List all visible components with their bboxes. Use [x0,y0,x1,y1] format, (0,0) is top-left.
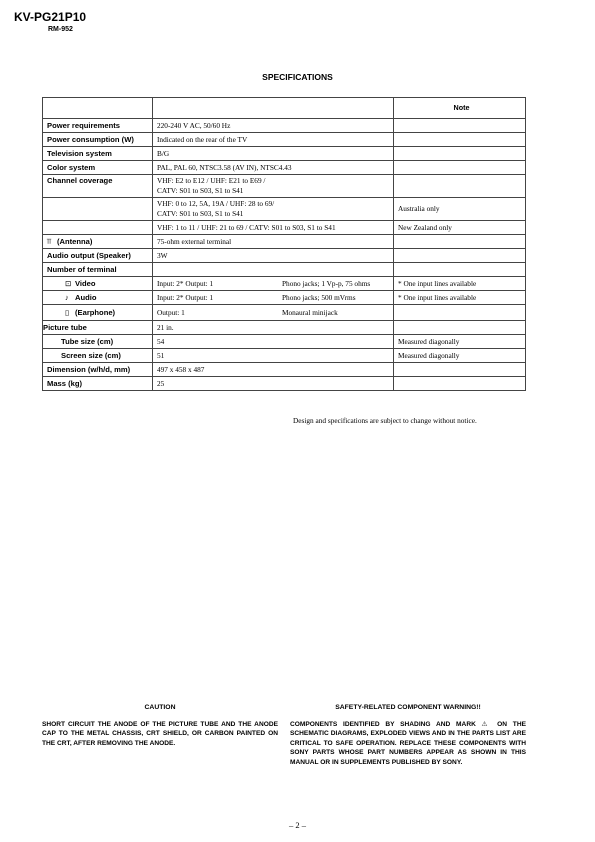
table-row [43,175,526,198]
table-row [43,147,526,161]
spec-note [394,321,526,335]
safety-warning-block [290,703,526,768]
spec-value-line: CATV: S01 to S03, S1 to S41 [157,209,244,218]
table-row [43,335,526,349]
spec-label [43,335,153,349]
spec-note: Australia only [394,198,526,221]
spec-value: 51 [153,349,394,363]
table-row [43,363,526,377]
table-row [43,221,526,235]
spec-value: Indicated on the rear of the TV [153,133,394,147]
table-header-row [43,98,526,119]
spec-label-text: Tube size (cm) [61,336,114,346]
spec-label: Picture tube [43,321,153,335]
spec-label: Channel coverage [43,175,153,198]
spec-label [43,235,153,249]
spec-note [394,363,526,377]
spec-note [394,305,526,321]
spec-label [43,291,153,305]
spec-label: Television system [43,147,153,161]
audio-note-icon: ♪ [65,292,69,302]
spec-note [394,235,526,249]
spec-value [153,175,394,198]
table-row [43,133,526,147]
spec-value [153,198,394,221]
warning-triangle-icon: ⚠ [481,720,492,728]
spec-label [43,349,153,363]
spec-value-a: Output: 1 [157,307,185,317]
spec-label: Power requirements [43,119,153,133]
spec-note [394,147,526,161]
page-number: – 2 – [289,820,306,830]
earphone-icon: ▯ [65,307,70,317]
spec-label [43,221,153,235]
spec-value-line: VHF: E2 to E12 / UHF: E21 to E69 / [157,176,266,185]
safety-warning-body [290,720,526,768]
spec-note: * One input lines available [394,291,526,305]
spec-value: PAL, PAL 60, NTSC3.58 (AV IN), NTSC4.43 [153,161,394,175]
spec-label: Audio output (Speaker) [43,249,153,263]
table-row [43,305,526,321]
spec-value [153,277,394,291]
video-input-icon: ⊡ [65,278,72,288]
spec-value [153,305,394,321]
table-row [43,198,526,221]
spec-value-b: Monaural minijack [282,307,338,317]
safety-warning-title: SAFETY-RELATED COMPONENT WARNING!! [335,704,481,711]
spec-note: Measured diagonally [394,335,526,349]
spec-value-a: Input: 2* Output: 1 [157,292,214,302]
header-empty-cell [153,98,394,119]
spec-label [43,277,153,291]
spec-label-text: Screen size (cm) [61,350,121,360]
spec-label-text: (Antenna) [57,236,93,246]
spec-value: VHF: 1 to 11 / UHF: 21 to 69 / CATV: S01 to S03, S1 to S41 [153,221,394,235]
table-row [43,161,526,175]
spec-value-line: VHF: 0 to 12, 5A, 19A / UHF: 28 to 69/ [157,199,275,208]
remote-model: RM-952 [48,26,73,33]
spec-value [153,263,394,277]
caution-title: CAUTION [144,704,176,711]
spec-value-b: Phono jacks; 500 mVrms [282,292,356,302]
antenna-icon: ⫪ [47,236,52,246]
page-title: SPECIFICATIONS [262,72,333,82]
spec-note: Measured diagonally [394,349,526,363]
spec-note [394,133,526,147]
spec-label: Dimension (w/h/d, mm) [43,363,153,377]
table-row [43,119,526,133]
spec-note [394,377,526,391]
table-row [43,277,526,291]
note-header: Note [394,98,526,119]
header-empty-cell [43,98,153,119]
spec-label [43,198,153,221]
specifications-table [42,97,526,391]
spec-value-a: Input: 2* Output: 1 [157,278,214,288]
spec-value-line: CATV: S01 to S03, S1 to S41 [157,186,244,195]
spec-note: * One input lines available [394,277,526,291]
spec-note [394,175,526,198]
spec-label: Mass (kg) [43,377,153,391]
spec-label [43,305,153,321]
table-row [43,249,526,263]
spec-value: 54 [153,335,394,349]
spec-label-text: Audio [75,292,97,302]
disclaimer-text: Design and specifications are subject to change without notice. [293,416,477,425]
spec-value: 220-240 V AC, 50/60 Hz [153,119,394,133]
spec-note [394,249,526,263]
spec-note [394,119,526,133]
table-row [43,349,526,363]
spec-label: Color system [43,161,153,175]
safety-warning-text: ON THE SCHEMATIC DIAGRAMS, EXPLODED VIEWS AND IN THE PARTS LIST ARE CRITICAL TO SAFE OPERATION. REPLACE THESE COMPONENTS WITH SONY PARTS WHOSE PART NUMBERS APPEAR AS SHOWN IN THIS MANUAL OR IN SUPPLEMENTS PUBLISHED BY SONY. [290,720,526,766]
spec-value: 75-ohm external terminal [153,235,394,249]
spec-value: 497 x 458 x 487 [153,363,394,377]
spec-label: Power consumption (W) [43,133,153,147]
caution-body: SHORT CIRCUIT THE ANODE OF THE PICTURE TUBE AND THE ANODE CAP TO THE METAL CHASSIS, CRT SHIELD, OR CARBON PAINTED ON THE CRT, AFTER REMOVING THE ANODE. [42,720,278,747]
spec-label-text: Video [75,278,96,288]
spec-label-text: (Earphone) [75,307,116,317]
spec-label: Number of terminal [43,263,153,277]
table-row [43,235,526,249]
table-row [43,291,526,305]
spec-note [394,161,526,175]
spec-value: 25 [153,377,394,391]
table-row [43,321,526,335]
table-row [43,377,526,391]
spec-value: 21 in. [153,321,394,335]
spec-value [153,291,394,305]
spec-value: 3W [153,249,394,263]
caution-block [42,703,278,748]
table-row [43,263,526,277]
spec-value: B/G [153,147,394,161]
spec-value-b: Phono jacks; 1 Vp-p, 75 ohms [282,278,371,288]
safety-warning-text: COMPONENTS IDENTIFIED BY SHADING AND MARK [290,720,476,728]
spec-note: New Zealand only [394,221,526,235]
model-number: KV-PG21P10 [14,10,87,24]
spec-note [394,263,526,277]
